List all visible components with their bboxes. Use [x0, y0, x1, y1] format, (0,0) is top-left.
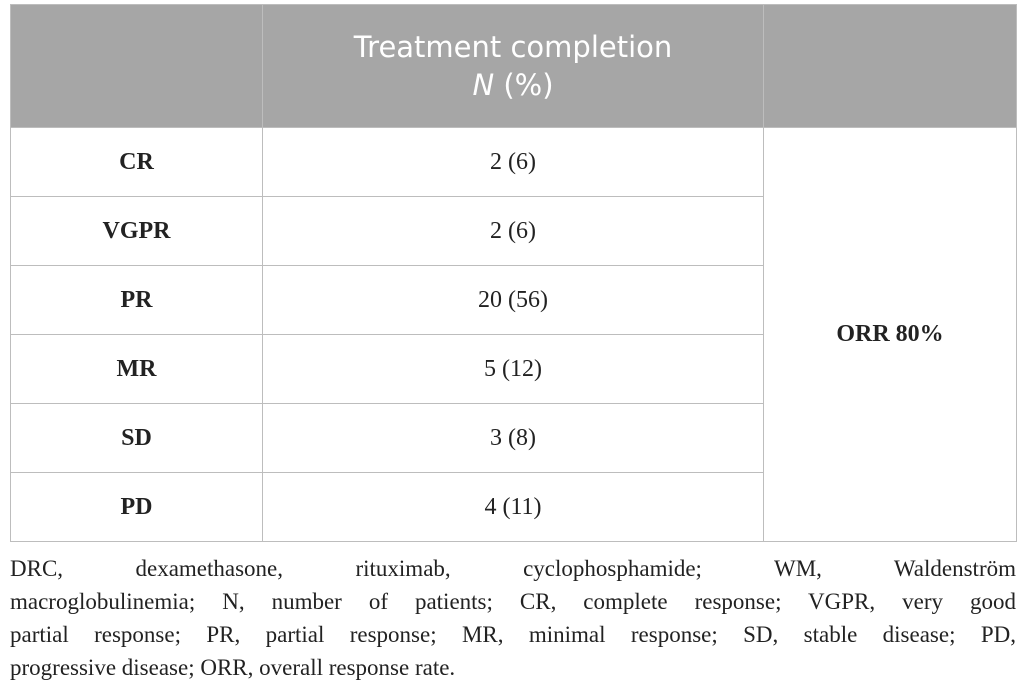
row-label-pd: PD [11, 473, 263, 542]
row-label-cr: CR [11, 128, 263, 197]
footnote-line: progressive disease; ORR, overall response rate. [10, 655, 456, 680]
table-header-row [11, 5, 1017, 128]
header-subtitle [263, 66, 763, 104]
row-label-pr: PR [11, 266, 263, 335]
overall-response-rate-cell: ORR 80% [764, 128, 1017, 542]
response-table [10, 4, 1017, 542]
row-label-mr: MR [11, 335, 263, 404]
table-footnote [10, 552, 1016, 684]
row-value-sd: 3 (8) [263, 404, 764, 473]
footnote-line: macroglobulinemia; N, number of patients; CR, complete response; VGPR, very good [10, 589, 1016, 614]
footnote-line: partial response; PR, partial response; MR, minimal response; SD, stable disease; PD, [10, 622, 1016, 647]
response-table-container [10, 4, 1016, 542]
row-value-vgpr: 2 (6) [263, 197, 764, 266]
row-value-cr: 2 (6) [263, 128, 764, 197]
header-percent-unit: (%) [494, 68, 554, 102]
row-value-mr: 5 (12) [263, 335, 764, 404]
footnote-line: DRC, dexamethasone, rituximab, cyclophosphamide; WM, Waldenström [10, 556, 1016, 581]
row-value-pd: 4 (11) [263, 473, 764, 542]
row-label-vgpr: VGPR [11, 197, 263, 266]
header-title: Treatment completion [353, 30, 673, 64]
row-value-pr: 20 (56) [263, 266, 764, 335]
header-n-symbol: N [472, 68, 495, 102]
header-cell-response [11, 5, 263, 128]
header-cell-treatment-completion [263, 5, 764, 128]
header-cell-summary [764, 5, 1017, 128]
table-row [11, 128, 1017, 197]
row-label-sd: SD [11, 404, 263, 473]
